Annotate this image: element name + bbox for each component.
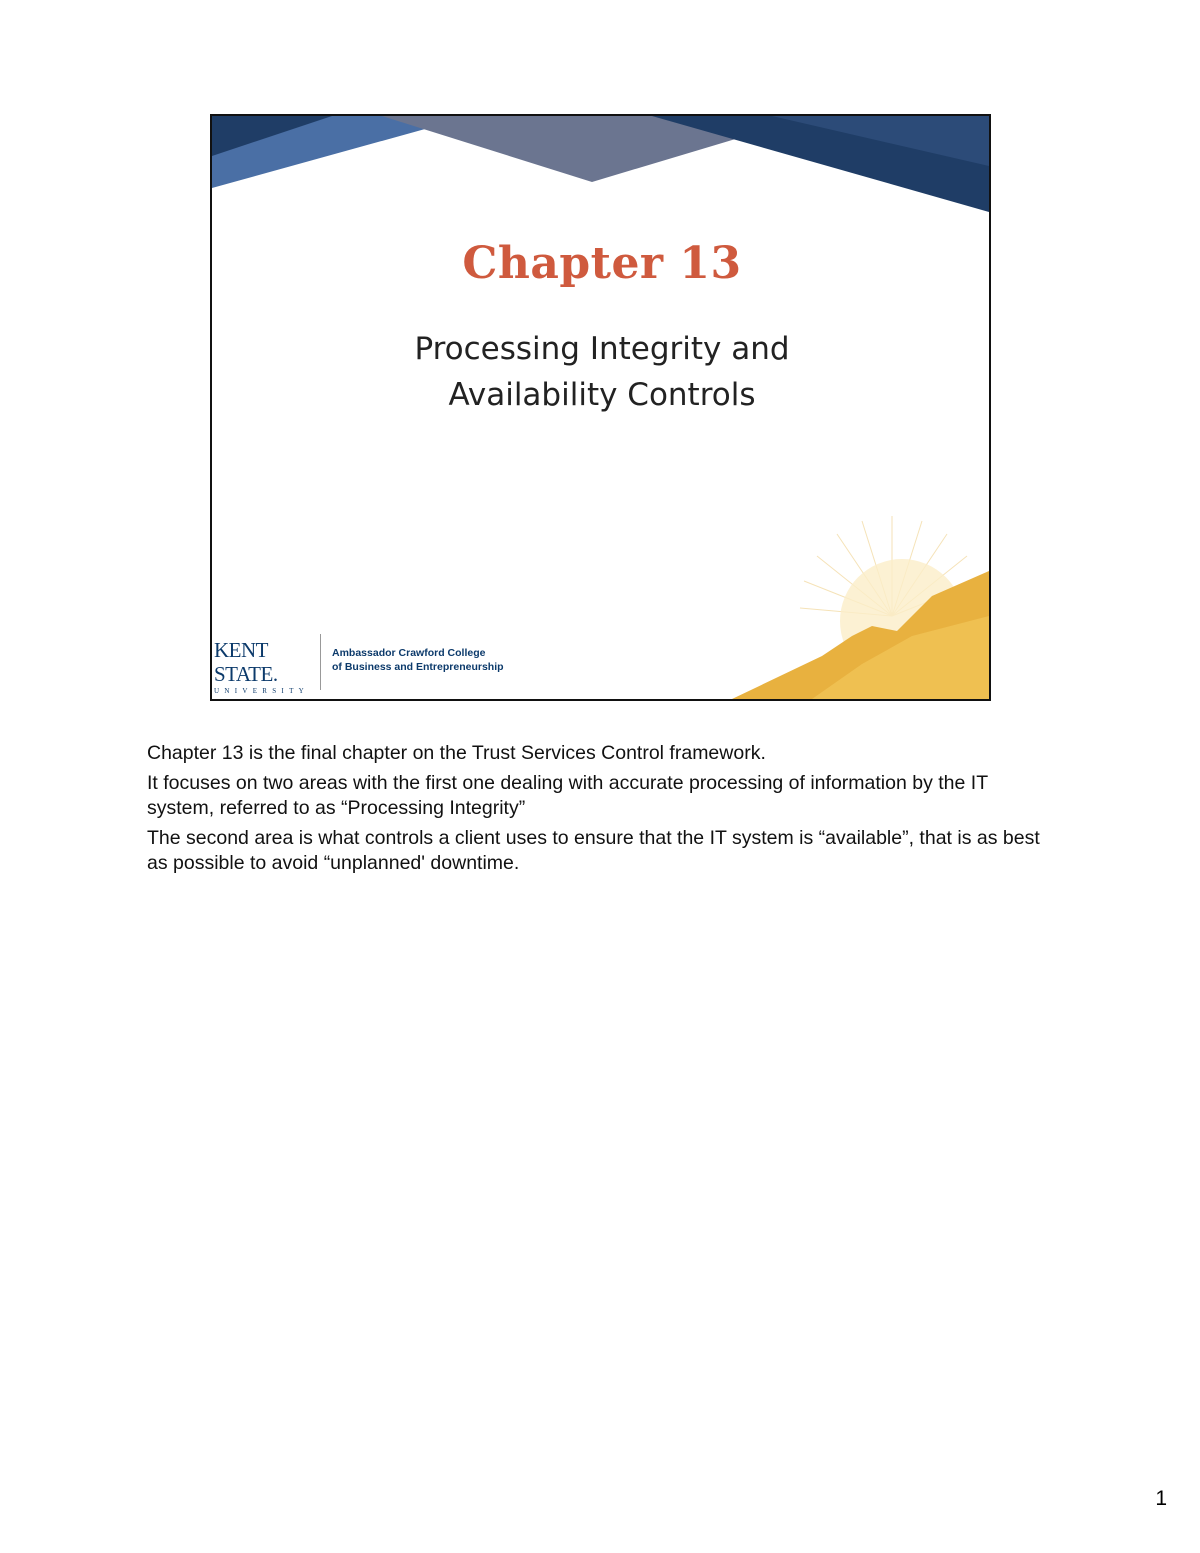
slide-subtitle [342, 326, 862, 418]
slide-title: Chapter 13 [462, 238, 742, 289]
kent-state-logo [214, 638, 324, 696]
college-name [332, 646, 504, 674]
college-name-line2: of Business and Entrepreneurship [332, 661, 504, 673]
slide-subtitle-line1: Processing Integrity and [414, 331, 790, 367]
page-number: 1 [1155, 1487, 1167, 1510]
notes-paragraph-1: Chapter 13 is the final chapter on the Trust Services Control framework. [147, 742, 766, 764]
university-subtext: UNIVERSITY [214, 687, 309, 695]
slide-subtitle-line2: Availability Controls [448, 377, 756, 413]
notes-paragraph-2: It focuses on two areas with the first one dealing with accurate processing of information by the IT system, referred to as “Processing Integrity” [147, 772, 988, 819]
university-name: KENT STATE. [214, 638, 278, 686]
logo-divider [320, 634, 321, 690]
notes-paragraph-3: The second area is what controls a client uses to ensure that the IT system is “available”, that is as best as possible to avoid “unplanned' downtime. [147, 827, 1040, 874]
speaker-notes [147, 741, 1057, 881]
slide-thumbnail [210, 114, 991, 701]
college-name-line1: Ambassador Crawford College [332, 647, 486, 659]
